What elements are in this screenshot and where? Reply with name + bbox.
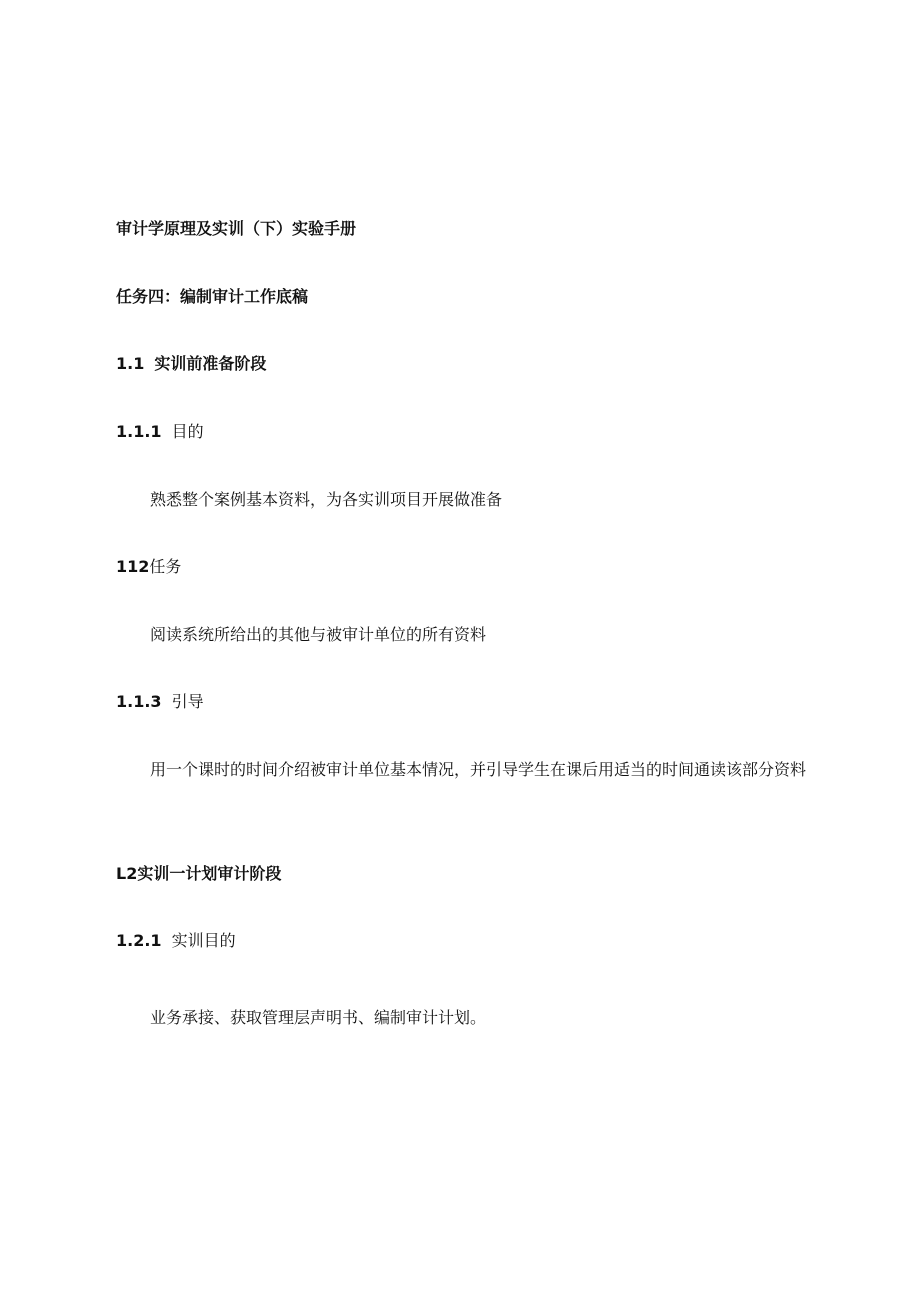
section-number: 1.1.1	[116, 422, 162, 441]
section-1-1-2-heading	[116, 557, 181, 577]
section-1-1-3-body: 用一个课时的时间介绍被审计单位基本情况，并引导学生在课后用适当的时间通读该部分资料	[150, 760, 807, 779]
section-number: 1.1	[116, 354, 145, 373]
section-number: 112	[116, 557, 150, 576]
section-1-1-1-body: 熟悉整个案例基本资料，为各实训项目开展做准备	[150, 490, 503, 509]
task-heading: 任务四：编制审计工作底稿	[116, 287, 309, 306]
section-title: 任务	[149, 557, 182, 576]
section-title: 实训目的	[171, 931, 236, 950]
document-title: 审计学原理及实训（下）实验手册	[116, 219, 357, 238]
section-title: 实训前准备阶段	[154, 354, 267, 373]
section-1-1-3-heading	[116, 692, 204, 712]
section-1-1-heading	[116, 354, 266, 374]
section-number: 1.1.3	[116, 692, 162, 711]
section-1-2-heading	[116, 864, 281, 884]
section-1-2-1-heading	[116, 931, 236, 951]
section-number: L2	[116, 864, 138, 883]
section-1-1-1-heading	[116, 422, 204, 442]
section-number: 1.2.1	[116, 931, 162, 950]
section-title: 目的	[171, 422, 204, 441]
section-1-1-2-body: 阅读系统所给出的其他与被审计单位的所有资料	[150, 625, 487, 644]
section-1-2-1-body: 业务承接、获取管理层声明书、编制审计计划。	[150, 1008, 487, 1027]
section-title: 引导	[171, 692, 204, 711]
section-title: 实训一计划审计阶段	[137, 864, 282, 883]
